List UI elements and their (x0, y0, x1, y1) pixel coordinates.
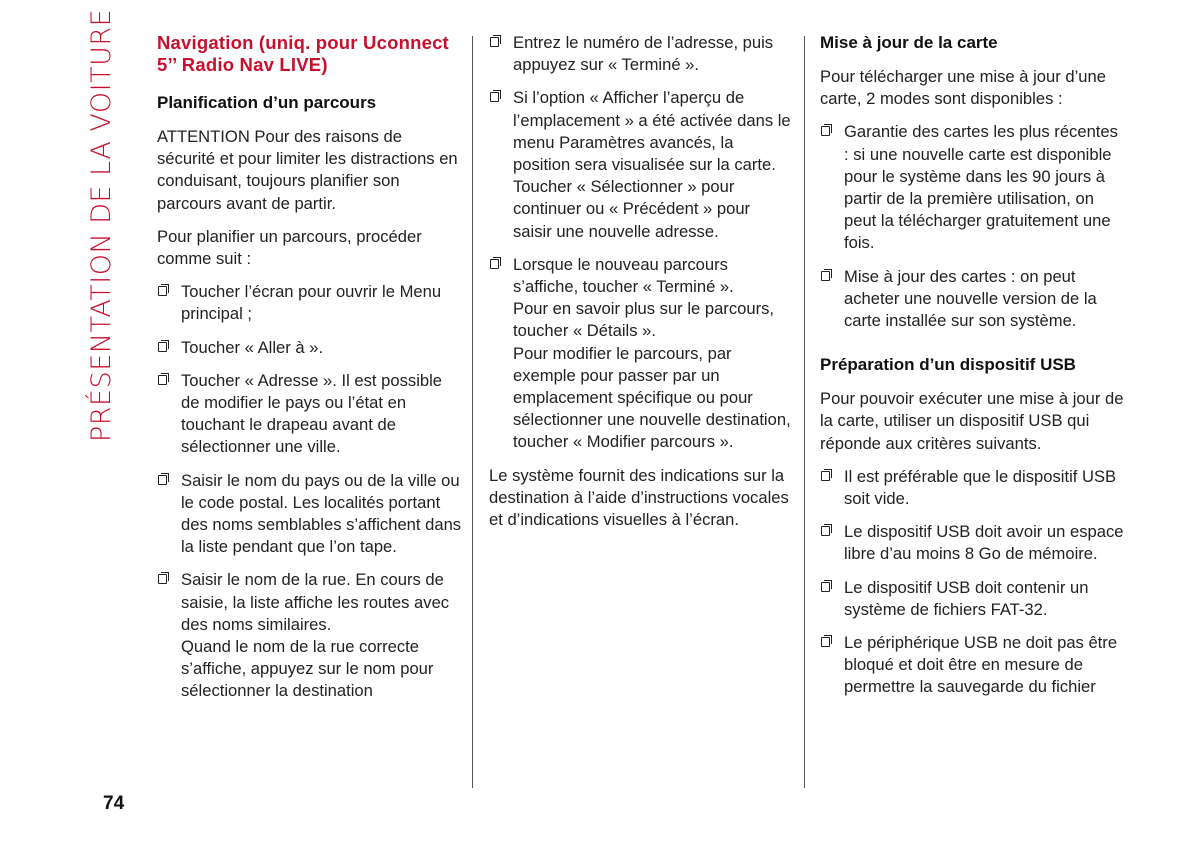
column-divider (472, 36, 473, 788)
bullet-text-continued: Pour modifier le parcours, par exemple pour passer par un emplacement spécifique ou pour sélectionner une nouvelle destination, toucher « Modifier parcours ». (513, 343, 791, 452)
column-1 (157, 32, 462, 714)
bullet-text: Le dispositif USB doit avoir un espace libre d’au moins 8 Go de mémoire. (844, 522, 1124, 564)
bullet-text: Toucher « Adresse ». Il est possible de modifier le pays ou l’état en touchant le drapeau avant de sélectionner une ville. (181, 370, 443, 457)
checkbox-bullet-icon (490, 37, 499, 47)
column-3 (820, 32, 1125, 710)
column-divider (804, 36, 805, 788)
bullet-item (157, 569, 462, 702)
bullet-item (820, 577, 1125, 621)
section-heading: Navigation (uniq. pour Uconnect 5’’ Radio Nav LIVE) (157, 32, 449, 75)
bullet-item (820, 266, 1125, 333)
bullet-item (820, 466, 1125, 510)
subheading: Préparation d’un dispositif USB (820, 355, 1076, 375)
paragraph: Pour télécharger une mise à jour d’une carte, 2 modes sont disponibles : (820, 67, 1106, 109)
bullet-text: Lorsque le nouveau parcours s’affiche, toucher « Terminé ». (513, 254, 734, 297)
checkbox-bullet-icon (158, 475, 167, 485)
checkbox-bullet-icon (821, 271, 830, 281)
bullet-item (820, 632, 1125, 699)
bullet-text: Toucher « Aller à ». (181, 337, 324, 357)
bullet-text: Mise à jour des cartes : on peut acheter une nouvelle version de la carte installée sur son système. (844, 266, 1097, 331)
bullet-item (489, 87, 791, 242)
bullet-item (489, 254, 791, 454)
chapter-title: PRÉSENTATION DE LA VOITURE (86, 8, 117, 442)
bullet-text-continued: Quand le nom de la rue correcte s’affiche, appuyez sur le nom pour sélectionner la destination (181, 637, 434, 701)
bullet-text: Le dispositif USB doit contenir un système de fichiers FAT-32. (844, 577, 1089, 619)
bullet-item (157, 470, 462, 559)
bullet-text: Si l’option « Afficher l’aperçu de l’emplacement » a été activée dans le menu Paramètres avancés, la position sera visualisée sur la carte. Toucher « Sélectionner » pour continuer ou « Précédent » pour saisir une nouvelle adresse. (513, 88, 791, 241)
paragraph: Le système fournit des indications sur la destination à l’aide d’instructions vocales et d’indications visuelles à l’écran. (489, 465, 789, 530)
checkbox-bullet-icon (821, 526, 830, 536)
bullet-item (157, 370, 462, 459)
checkbox-bullet-icon (158, 342, 167, 352)
checkbox-bullet-icon (158, 286, 167, 296)
column-2 (489, 32, 791, 542)
bullet-item (157, 281, 462, 325)
bullet-text: Garantie des cartes les plus récentes : si une nouvelle carte est disponible pour le système dans les 90 jours à partir de la première utilisation, on peut la télécharger gratuitement une fois. (844, 122, 1118, 253)
checkbox-bullet-icon (490, 259, 499, 269)
bullet-item (820, 521, 1125, 565)
paragraph: Pour pouvoir exécuter une mise à jour de la carte, utiliser un dispositif USB qui réponde aux critères suivants. (820, 389, 1124, 453)
checkbox-bullet-icon (158, 574, 167, 584)
checkbox-bullet-icon (821, 637, 830, 647)
checkbox-bullet-icon (821, 471, 830, 481)
checkbox-bullet-icon (821, 582, 830, 592)
checkbox-bullet-icon (821, 126, 830, 136)
subheading: Mise à jour de la carte (820, 33, 998, 52)
bullet-text: Toucher l’écran pour ouvrir le Menu principal ; (181, 282, 442, 324)
bullet-text-continued: Pour en savoir plus sur le parcours, toucher « Détails ». (513, 299, 775, 341)
checkbox-bullet-icon (158, 375, 167, 385)
bullet-text: Entrez le numéro de l’adresse, puis appuyez sur « Terminé ». (513, 33, 774, 75)
bullet-item (820, 121, 1125, 254)
subheading: Planification d’un parcours (157, 93, 377, 112)
bullet-item (157, 337, 462, 359)
paragraph: ATTENTION Pour des raisons de sécurité et pour limiter les distractions en conduisant, toujours planifier son parcours avant de partir. (157, 127, 458, 213)
bullet-text: Saisir le nom de la rue. En cours de saisie, la liste affiche les routes avec des noms similaires. (181, 570, 450, 634)
bullet-text: Le périphérique USB ne doit pas être bloqué et doit être en mesure de permettre la sauvegarde du fichier (844, 633, 1118, 697)
bullet-item (489, 32, 791, 76)
checkbox-bullet-icon (490, 92, 499, 102)
page-number: 74 (103, 793, 125, 814)
paragraph: Pour planifier un parcours, procéder comme suit : (157, 226, 422, 269)
bullet-text: Saisir le nom du pays ou de la ville ou le code postal. Les localités portant des noms semblables s’affichent dans la liste pendant que l’on tape. (181, 470, 462, 557)
bullet-text: Il est préférable que le dispositif USB soit vide. (844, 466, 1117, 509)
